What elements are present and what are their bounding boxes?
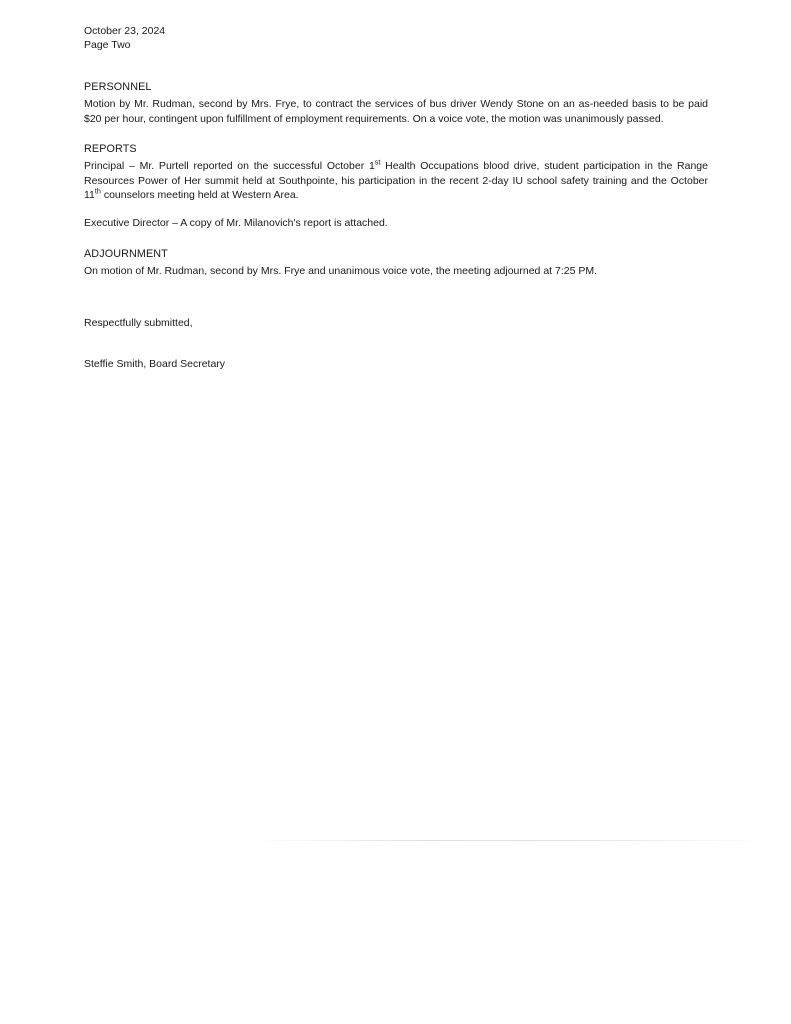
principal-report-middle: Health Occupations blood drive, student participation in the Range Resources Power of Her summit held at Southpointe, his participation in the recent 2-day IU school safety training and the October 11 [84, 160, 708, 202]
adjournment-paragraph: On motion of Mr. Rudman, second by Mrs. Frye and unanimous voice vote, the meeting adjourned at 7:25 PM. [84, 264, 598, 277]
ordinal-suffix-eleventh: th [94, 186, 101, 196]
ordinal-suffix-first: st [374, 157, 381, 167]
document-body [84, 24, 708, 371]
header-page-label: Page Two [84, 39, 131, 51]
section-adjournment [84, 247, 708, 279]
principal-report-suffix: counselors meeting held at Western Area. [100, 189, 299, 202]
section-title-adjournment: ADJOURNMENT [84, 247, 168, 260]
header-date: October 23, 2024 [84, 25, 166, 37]
closing-salutation: Respectfully submitted, [84, 317, 193, 330]
section-title-reports: REPORTS [84, 143, 137, 156]
personnel-motion-paragraph: Motion by Mr. Rudman, second by Mrs. Frye, to contract the services of bus driver Wendy Stone on an as-needed basis to be paid $20 per hour, contingent upon fulfillment of employment requirements. On a voice vote, the motion was unanimously passed. [84, 98, 708, 125]
principal-report-paragraph [84, 159, 708, 203]
section-personnel [84, 80, 708, 126]
scan-artifact-line [250, 840, 770, 841]
section-reports [84, 142, 708, 230]
section-title-personnel: PERSONNEL [84, 81, 152, 93]
closing-block [84, 316, 708, 371]
document-header [84, 24, 708, 52]
principal-report-prefix: Principal – Mr. Purtell reported on the successful October 1 [84, 160, 375, 173]
closing-signature: Steffie Smith, Board Secretary [84, 357, 226, 370]
executive-director-paragraph: Executive Director – A copy of Mr. Milanovich's report is attached. [84, 216, 388, 229]
